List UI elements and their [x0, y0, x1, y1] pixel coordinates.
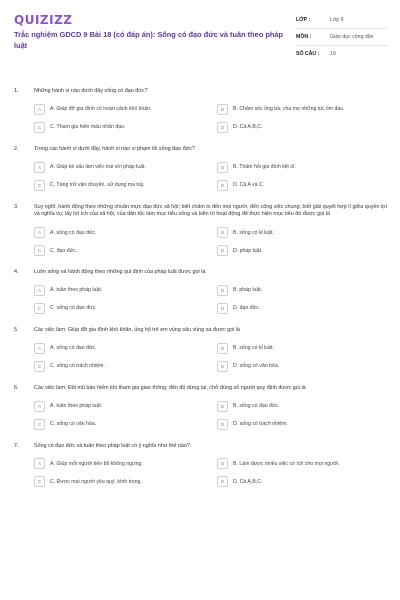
- option-text: A. Giúp mỗi người tiến bộ không ngừng.: [50, 460, 143, 467]
- option-letter-box[interactable]: D: [217, 122, 228, 133]
- option-letter-box[interactable]: A: [34, 227, 45, 238]
- question-header: [14, 204, 388, 220]
- question-text: Trong các hành vi dưới đây, hành vi nào vi phạm lối sống đạo đức?: [34, 145, 195, 152]
- answer-options: [34, 401, 388, 430]
- answer-option[interactable]: [217, 303, 388, 314]
- question-number: 2.: [14, 145, 19, 152]
- option-letter-box[interactable]: A: [34, 104, 45, 115]
- quizizz-logo: QUIZIZZ: [14, 13, 73, 27]
- answer-option[interactable]: [217, 104, 388, 115]
- option-letter-box[interactable]: C: [34, 180, 45, 191]
- answer-option[interactable]: [34, 245, 205, 256]
- option-text: C. sống có đạo đức.: [50, 305, 97, 312]
- option-letter-box[interactable]: C: [34, 245, 45, 256]
- meta-row-count: [296, 46, 388, 62]
- option-text: C. đạo đức.: [50, 247, 78, 254]
- answer-option[interactable]: [217, 245, 388, 256]
- option-letter-box[interactable]: C: [34, 419, 45, 430]
- option-text: A. sống có đạo đức.: [50, 345, 97, 352]
- option-letter-box[interactable]: D: [217, 245, 228, 256]
- question-header: [14, 385, 388, 393]
- option-text: A. tuân theo pháp luật.: [50, 403, 103, 410]
- question-text: Sống có đạo đức và tuân theo pháp luật có ý nghĩa như thế nào?: [34, 442, 190, 449]
- answer-option[interactable]: [34, 180, 205, 191]
- answer-option[interactable]: [217, 227, 388, 238]
- answer-options: [34, 227, 388, 256]
- question-text: Các việc làm: Đội mũ bảo hiểm khi tham gia giao thông; đến đỏ dừng lại; chở đúng số người quy định được gọi là: [34, 384, 306, 391]
- option-text: B. pháp luật.: [233, 287, 263, 294]
- option-text: C. Tàng trữ vận chuyển, sử dụng ma túy.: [50, 182, 145, 189]
- question-header: [14, 443, 388, 451]
- answer-option[interactable]: [217, 180, 388, 191]
- answer-options: [34, 104, 388, 133]
- meta-value: Lớp 9: [330, 17, 344, 23]
- option-text: D. đạo đức.: [233, 305, 261, 312]
- option-letter-box[interactable]: B: [217, 104, 228, 115]
- answer-option[interactable]: [34, 285, 205, 296]
- option-text: B. Làm được nhiều việc có ích cho mọi người.: [233, 460, 340, 467]
- question-number: 7.: [14, 442, 19, 449]
- option-text: D. pháp luật.: [233, 247, 263, 254]
- option-letter-box[interactable]: C: [34, 361, 45, 372]
- option-text: A. tuân theo pháp luật.: [50, 287, 103, 294]
- option-letter-box[interactable]: D: [217, 476, 228, 487]
- answer-option[interactable]: [34, 458, 205, 469]
- answer-option[interactable]: [34, 419, 205, 430]
- question-number: 6.: [14, 384, 19, 391]
- question-number: 1.: [14, 88, 19, 94]
- question-text: Những hành vi nào dưới đây sống có đạo đức?: [34, 88, 148, 94]
- answer-option[interactable]: [217, 419, 388, 430]
- answer-options: [34, 285, 388, 314]
- answer-option[interactable]: [217, 343, 388, 354]
- answer-option[interactable]: [217, 476, 388, 487]
- option-text: B. sống có kỉ luật.: [233, 229, 274, 236]
- option-letter-box[interactable]: C: [34, 303, 45, 314]
- question-item: [14, 327, 388, 372]
- question-item: [14, 443, 388, 488]
- answer-option[interactable]: [34, 104, 205, 115]
- answer-option[interactable]: [217, 122, 388, 133]
- question-item: [14, 88, 388, 133]
- option-text: D. Cả A,B,C.: [233, 478, 263, 485]
- option-letter-box[interactable]: A: [34, 285, 45, 296]
- page-title: Trắc nghiệm GDCD 9 Bài 18 (có đáp án): Sống có đạo đức và tuân theo pháp luật: [14, 30, 283, 50]
- option-text: D. sống có trách nhiệm.: [233, 421, 288, 428]
- option-text: D. Cả A và C.: [233, 182, 265, 189]
- question-header: [14, 146, 388, 154]
- answer-option[interactable]: [217, 458, 388, 469]
- answer-option[interactable]: [217, 285, 388, 296]
- question-header: [14, 327, 388, 335]
- answer-option[interactable]: [34, 162, 205, 173]
- question-list: [14, 88, 388, 500]
- option-letter-box[interactable]: A: [34, 401, 45, 412]
- option-letter-box[interactable]: D: [217, 180, 228, 191]
- answer-option[interactable]: [34, 227, 205, 238]
- question-text: Suy nghĩ, hành động theo những chuẩn mực đạo đức xã hội; biết chăm lo đến mọi người, đến công việc chung; biết giải quyết hợp lí giữa quyền lợi và nghĩa vụ; lấy lợi ích của xã hội, của dân tộc làm mục tiêu sống và kiên trì hoạt động để thực hiện mục tiêu đó được gọi là: [34, 203, 387, 218]
- question-text: Luôn sống và hành động theo những qui định của pháp luật được gọi là: [34, 269, 206, 276]
- option-letter-box[interactable]: B: [217, 458, 228, 469]
- option-letter-box[interactable]: B: [217, 343, 228, 354]
- question-header: [14, 88, 388, 96]
- meta-row-subject: [296, 29, 388, 46]
- option-letter-box[interactable]: A: [34, 162, 45, 173]
- option-text: B. Thăm hỏi gia đình liệt sĩ.: [233, 164, 296, 171]
- answer-option[interactable]: [34, 476, 205, 487]
- answer-option[interactable]: [34, 303, 205, 314]
- question-item: [14, 385, 388, 430]
- option-text: A. sống có đạo đức.: [50, 229, 97, 236]
- option-text: C. sống có văn hóa.: [50, 421, 97, 428]
- option-letter-box[interactable]: C: [34, 122, 45, 133]
- question-number: 4.: [14, 269, 19, 276]
- answer-option[interactable]: [34, 361, 205, 372]
- answer-option[interactable]: [217, 401, 388, 412]
- question-header: [14, 269, 388, 277]
- answer-options: [34, 162, 388, 191]
- option-text: B. sống có kỉ luật.: [233, 345, 274, 352]
- option-letter-box[interactable]: B: [217, 162, 228, 173]
- question-number: 3.: [14, 203, 19, 210]
- option-letter-box[interactable]: A: [34, 343, 45, 354]
- option-letter-box[interactable]: A: [34, 458, 45, 469]
- option-letter-box[interactable]: D: [217, 361, 228, 372]
- option-text: C. Được mọi người yêu quý, kính trọng.: [50, 478, 142, 485]
- meta-row-class: [296, 12, 388, 29]
- meta-value: Giáo dục công dân: [330, 34, 374, 40]
- meta-key: LỚP :: [296, 17, 311, 23]
- question-item: [14, 204, 388, 257]
- meta-value: 10: [330, 51, 336, 57]
- option-text: B. sống có đạo đức.: [233, 403, 280, 410]
- answer-option[interactable]: [217, 361, 388, 372]
- option-letter-box[interactable]: D: [217, 303, 228, 314]
- option-text: D. sống có văn hóa.: [233, 363, 280, 370]
- answer-option[interactable]: [34, 401, 205, 412]
- option-text: A. Giúp đỡ gia đình có hoàn cảnh khó khăn.: [50, 106, 152, 113]
- answer-options: [34, 458, 388, 487]
- answer-option[interactable]: [34, 343, 205, 354]
- question-text: Các việc làm: Giúp đỡ gia đình khó khăn, ủng hộ trẻ em vùng sâu vùng xa được gọi là: [34, 326, 241, 333]
- meta-key: MÔN :: [296, 34, 312, 40]
- option-letter-box[interactable]: B: [217, 227, 228, 238]
- question-number: 5.: [14, 326, 19, 333]
- answer-options: [34, 343, 388, 372]
- answer-option[interactable]: [217, 162, 388, 173]
- option-text: B. Chăm sóc ông bà, cha mẹ những lúc ốm đau.: [233, 106, 345, 113]
- option-letter-box[interactable]: B: [217, 285, 228, 296]
- option-text: C. sống có trách nhiệm.: [50, 363, 105, 370]
- question-item: [14, 146, 388, 191]
- option-letter-box[interactable]: B: [217, 401, 228, 412]
- meta-key: SỐ CÂU :: [296, 51, 320, 57]
- option-text: D. Cả A,B,C.: [233, 124, 263, 131]
- option-text: A. Giúp kẻ xấu làm việc trái với pháp luật.: [50, 164, 146, 171]
- meta-panel: [296, 12, 388, 62]
- question-item: [14, 269, 388, 314]
- answer-option[interactable]: [34, 122, 205, 133]
- option-text: C. Tham gia hiến máu nhân đạo.: [50, 124, 126, 131]
- option-letter-box[interactable]: D: [217, 419, 228, 430]
- option-letter-box[interactable]: C: [34, 476, 45, 487]
